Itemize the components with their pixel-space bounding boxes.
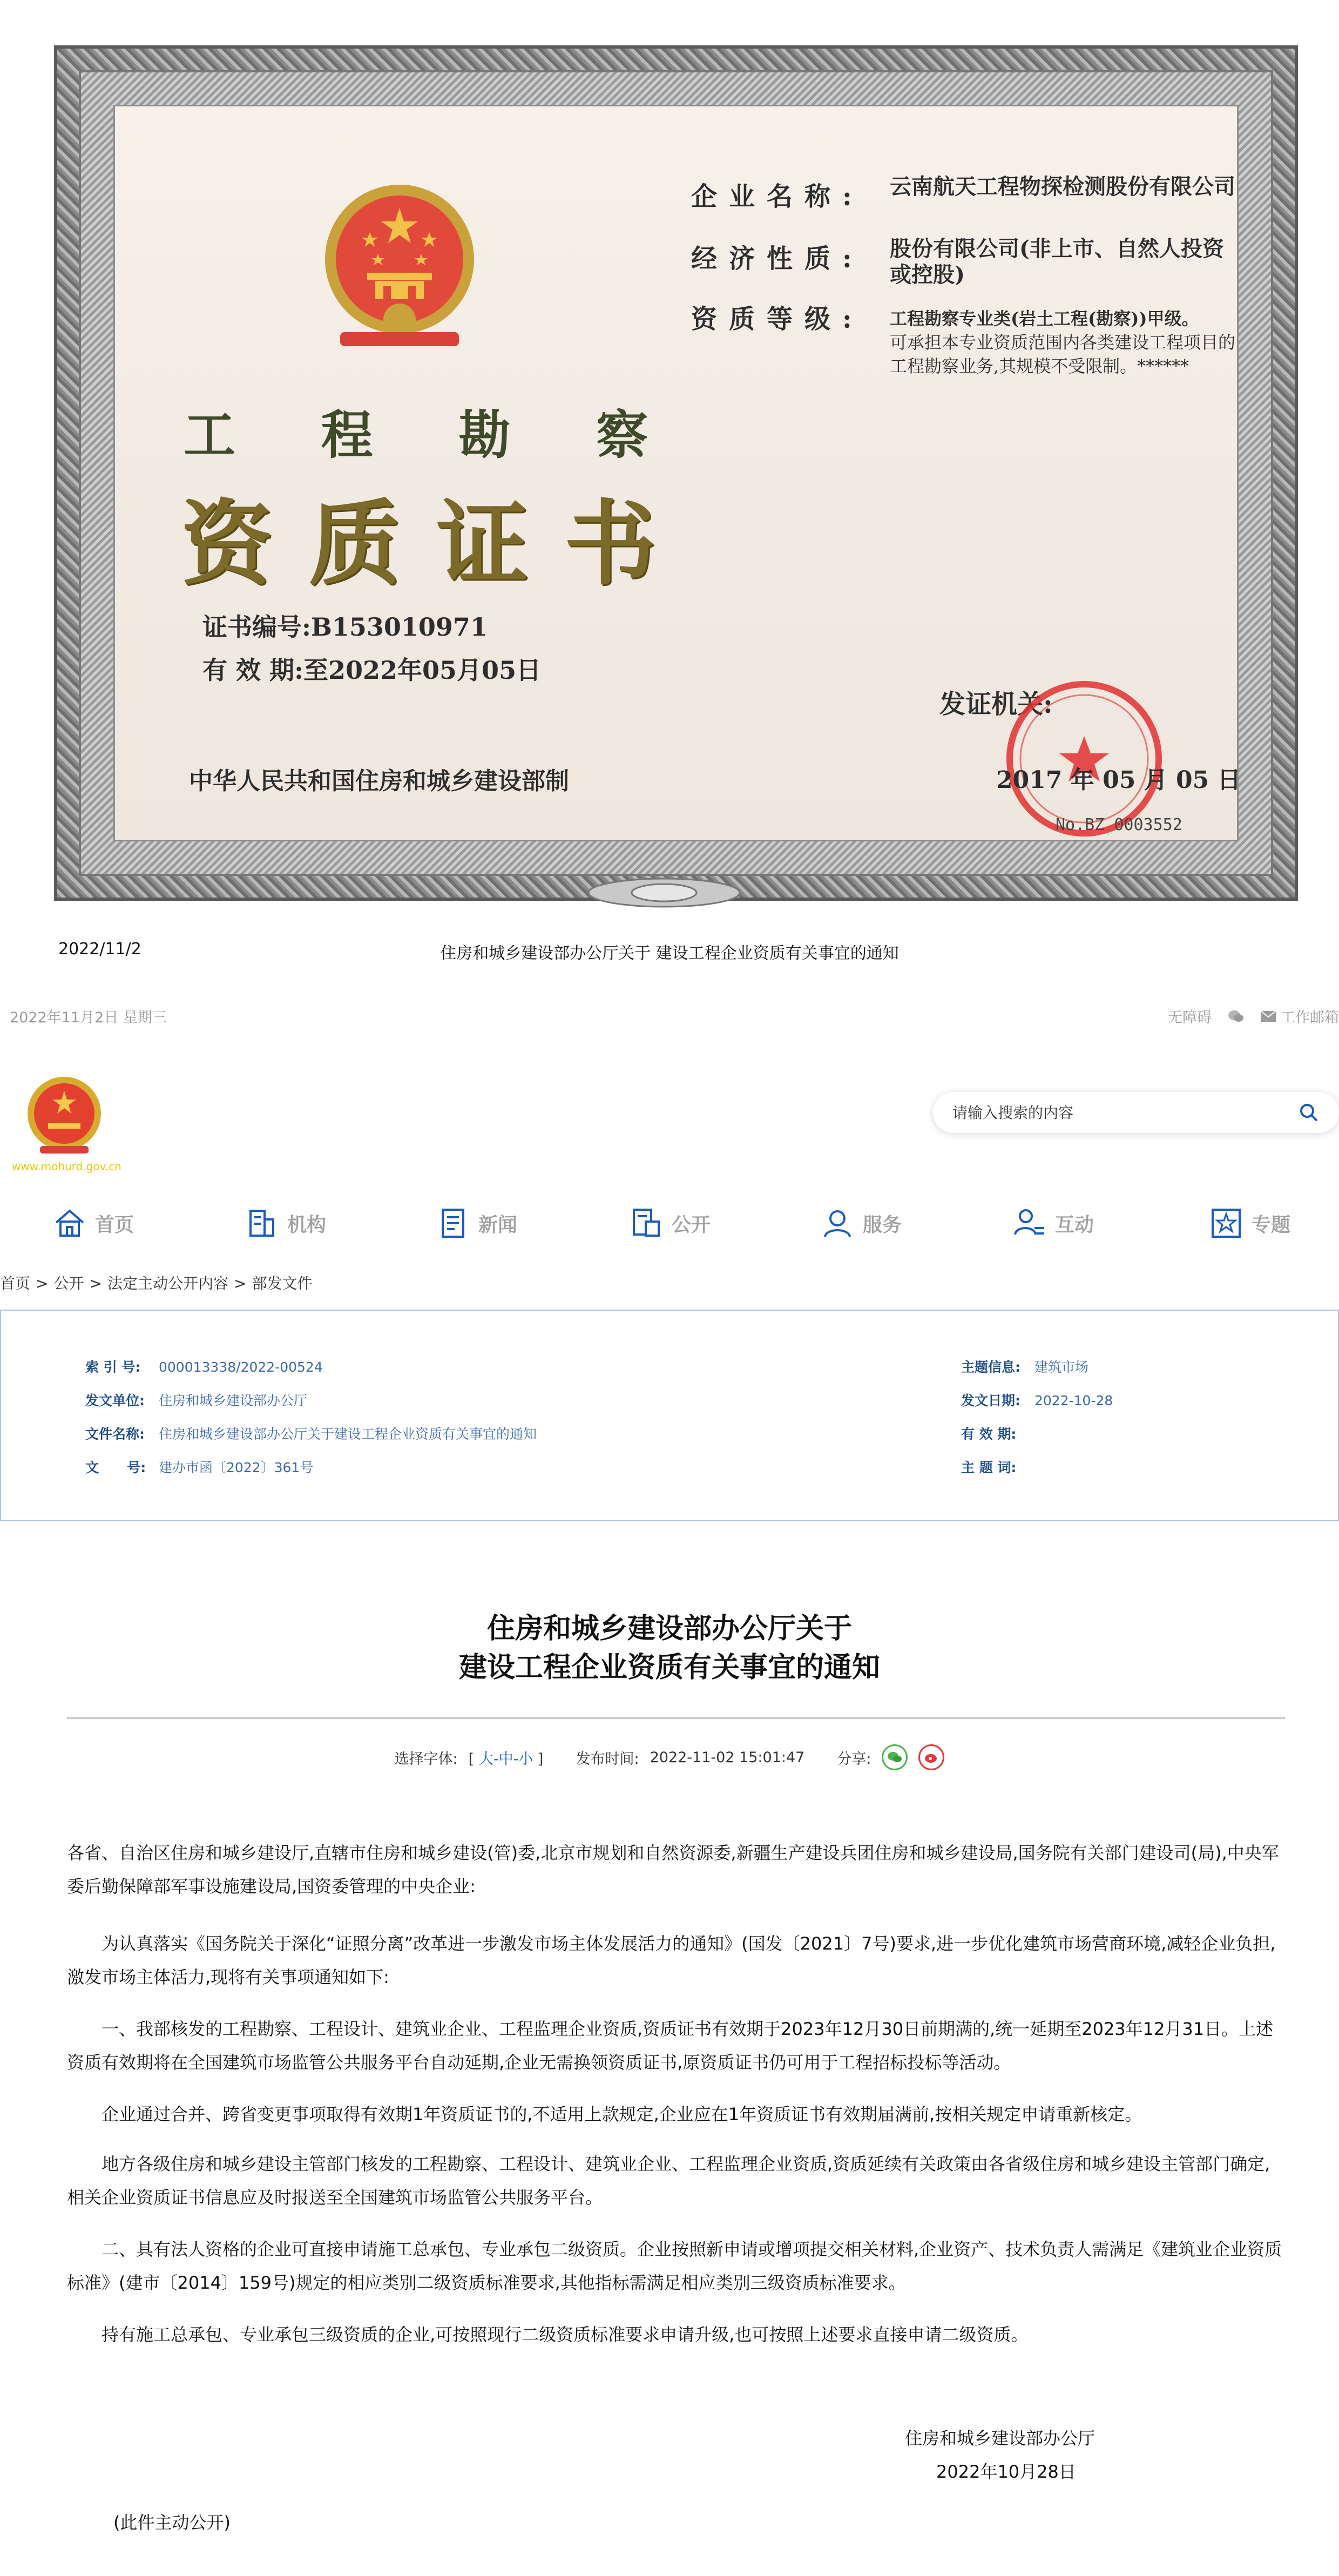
article-title <box>0 1609 1339 1687</box>
article-body <box>67 1836 1285 1903</box>
weibo-share-icon[interactable] <box>918 1744 944 1770</box>
meta-unit <box>85 1390 307 1410</box>
subtitle-char: 察 <box>596 404 648 466</box>
site-logo-emblem-icon[interactable] <box>24 1075 105 1156</box>
title-char: 质 <box>308 490 401 598</box>
main-nav <box>0 1199 1339 1247</box>
nav-label: 互动 <box>1055 1213 1094 1236</box>
article-body <box>67 2233 1285 2299</box>
scope-text: 可承担本专业资质范围内各类建设工程项目的工程勘察业务,其规模不受限制。****** <box>890 332 1236 376</box>
national-emblem-icon <box>319 178 481 356</box>
meta-key: 文 号: <box>85 1460 146 1475</box>
meta-key: 发文单位: <box>85 1393 145 1408</box>
signature-date: 2022年10月28日 <box>936 2462 1076 2482</box>
signature: 住房和城乡建设部办公厅 <box>905 2428 1095 2449</box>
search-box <box>933 1092 1339 1133</box>
building-icon <box>245 1206 279 1240</box>
mail-icon <box>1260 1010 1276 1022</box>
article-body <box>67 2318 1285 2351</box>
meta-key: 文件名称: <box>85 1426 145 1442</box>
nav-label: 机构 <box>287 1213 327 1236</box>
meta-keywords <box>961 1457 1034 1476</box>
wechat-share-icon[interactable] <box>882 1744 908 1770</box>
mail-label: 工作邮箱 <box>1281 1009 1339 1026</box>
accessibility-link[interactable] <box>1168 1006 1212 1027</box>
title-line: 建设工程企业资质有关事宜的通知 <box>458 1651 880 1684</box>
meta-value: 000013338/2022-00524 <box>159 1359 323 1375</box>
breadcrumb-separator: > <box>36 1274 49 1292</box>
nav-label: 首页 <box>95 1213 134 1236</box>
issuing-authority-label: 发证机关: <box>939 689 1053 719</box>
nav-interact[interactable] <box>1013 1199 1094 1247</box>
nav-service[interactable] <box>821 1199 902 1247</box>
title-char: 书 <box>564 490 656 598</box>
article-body <box>67 2147 1285 2214</box>
separator: - <box>513 1750 519 1768</box>
meta-date <box>961 1390 1113 1410</box>
paragraph: 二、具有法人资格的企业可直接申请施工总承包、专业承包二级资质。企业按照新申请或增项提交相关材料,企业资产、技术负责人需满足《建筑业企业资质标准》(建市〔2014〕159号)规定的相应类别二级资质标准要求,其他指标需满足相应类别三级资质标准要求。 <box>67 2239 1282 2293</box>
frame-ornament-icon <box>583 872 745 910</box>
font-size-label: 选择字体: <box>394 1750 458 1768</box>
separator: - <box>493 1750 499 1768</box>
meta-valid <box>961 1424 1034 1443</box>
font-small-link[interactable]: 小 <box>518 1750 533 1768</box>
home-icon <box>53 1206 86 1240</box>
certificate-title <box>181 470 656 602</box>
star-icon <box>1209 1206 1243 1240</box>
nav-label: 新闻 <box>478 1213 518 1236</box>
publish-time-label: 发布时间: <box>576 1750 639 1768</box>
title-char: 资 <box>181 490 273 598</box>
nav-label: 专题 <box>1252 1213 1291 1236</box>
paragraph: 地方各级住房和城乡建设主管部门核发的工程勘察、工程设计、建筑业企业、工程监理企业资质,资质延续有关政策由各省级住房和城乡建设主管部门确定,相关企业资质证书信息应及时报送至全国建筑市场监管公共服务平台。 <box>67 2154 1270 2208</box>
breadcrumb <box>0 1272 317 1293</box>
qualification-grade-value <box>890 307 1235 378</box>
meta-value: 建筑市场 <box>1034 1359 1089 1375</box>
site-url: www.mohurd.gov.cn <box>12 1160 121 1173</box>
grade-text: 工程勘察专业类(岩土工程(勘察))甲级。 <box>890 308 1199 329</box>
title-line: 住房和城乡建设部办公厅关于 <box>486 1613 852 1645</box>
font-size-switcher <box>469 1747 544 1768</box>
issue-date: 2017 年 05 月 05 日 <box>996 766 1241 794</box>
nav-public[interactable] <box>630 1199 711 1247</box>
document-metadata <box>0 1310 1339 1521</box>
economic-nature-label: 经济性质: <box>691 244 864 274</box>
service-icon <box>821 1206 854 1240</box>
article-tools <box>0 1744 1339 1770</box>
bracket: [ <box>468 1750 475 1768</box>
meta-value: 2022-10-28 <box>1034 1393 1113 1408</box>
paragraph: 为认真落实《国务院关于深化“证照分离”改革进一步激发市场主体发展活力的通知》(国发〔2021〕7号)要求,进一步优化建筑市场营商环境,减轻企业负担,激发市场主体活力,现将有关事项通知如下: <box>67 1933 1276 1987</box>
title-char: 证 <box>436 490 529 598</box>
certificate-number <box>202 608 488 643</box>
meta-filename <box>85 1424 537 1443</box>
nav-label: 服务 <box>863 1213 902 1236</box>
public-icon <box>630 1206 663 1240</box>
certificate-serial: No.BZ 0003552 <box>1056 815 1182 834</box>
search-icon[interactable] <box>1298 1102 1320 1123</box>
paragraph-salutation: 各省、自治区住房和城乡建设厅,直辖市住房和城乡建设(管)委,北京市规划和自然资源委,新疆生产建设兵团住房和城乡建设局,国务院有关部门建设司(局),中央军委后勤保障部军事设施建设局,国资委管理的中央企业: <box>67 1843 1279 1897</box>
search-input[interactable] <box>952 1104 1255 1122</box>
print-page-title: 住房和城乡建设部办公厅关于 建设工程企业资质有关事宜的通知 <box>440 944 899 963</box>
certificate-maker: 中华人民共和国住房和城乡建设部制 <box>189 767 569 795</box>
paragraph: 一、我部核发的工程勘察、工程设计、建筑业企业、工程监理企业资质,资质证书有效期于2023年12月30日前期满的,统一延期至2023年12月31日。上述资质有效期将在全国建筑市场监管公共服务平台自动延期,企业无需换领资质证书,原资质证书仍可用于工程招标投标等活动。 <box>67 2019 1274 2073</box>
company-name-label: 企业名称: <box>691 181 864 212</box>
valid-value: 至2022年05月05日 <box>303 656 542 685</box>
nav-home[interactable] <box>53 1199 134 1247</box>
interact-icon <box>1013 1206 1046 1240</box>
nav-special[interactable] <box>1209 1199 1290 1247</box>
meta-value: 建办市函〔2022〕361号 <box>159 1460 314 1475</box>
meta-doc-number <box>85 1457 313 1476</box>
wechat-icon[interactable] <box>1228 1009 1244 1023</box>
article-body <box>67 2012 1285 2079</box>
font-medium-link[interactable]: 中 <box>498 1750 513 1768</box>
meta-topic <box>961 1357 1088 1376</box>
top-links <box>1168 1006 1339 1027</box>
nav-label: 公开 <box>672 1213 711 1236</box>
font-large-link[interactable]: 大 <box>478 1750 493 1768</box>
print-date: 2022/11/2 <box>58 940 141 959</box>
qualification-grade-label: 资质等级: <box>691 304 864 334</box>
certificate-subtitle <box>184 394 648 468</box>
accessibility-label: 无障碍 <box>1168 1009 1212 1026</box>
breadcrumb-separator: > <box>89 1274 102 1292</box>
breadcrumb-home[interactable]: 首页 <box>0 1274 31 1292</box>
meta-key: 发文日期: <box>961 1393 1020 1408</box>
economic-nature-value: 股份有限公司(非上市、自然人投资或控股) <box>890 236 1224 287</box>
article-body <box>67 1927 1285 1994</box>
breadcrumb-legal[interactable]: 法定主动公开内容 <box>107 1274 228 1292</box>
breadcrumb-current[interactable]: 部发文件 <box>252 1274 313 1292</box>
subtitle-char: 工 <box>184 404 235 466</box>
bracket: ] <box>537 1750 544 1768</box>
nav-news[interactable] <box>436 1199 517 1247</box>
paragraph: 企业通过合并、跨省变更事项取得有效期1年资质证书的,不适用上款规定,企业应在1年资质证书有效期届满前,按相关规定申请重新核定。 <box>102 2104 1142 2125</box>
nav-organization[interactable] <box>245 1199 326 1247</box>
publication-note: (此件主动公开) <box>113 2512 231 2533</box>
cert-no-value: B153010971 <box>310 612 488 642</box>
news-icon <box>436 1206 470 1240</box>
meta-key: 主题信息: <box>961 1359 1020 1375</box>
valid-label: 有 效 期: <box>202 656 304 685</box>
subtitle-char: 勘 <box>458 404 511 466</box>
company-name-value: 云南航天工程物探检测股份有限公司 <box>890 174 1235 199</box>
title-divider <box>67 1717 1285 1719</box>
current-date: 2022年11月2日 星期三 <box>10 1009 167 1026</box>
mail-link[interactable] <box>1260 1006 1339 1027</box>
paragraph: 持有施工总承包、专业承包三级资质的企业,可按照现行二级资质标准要求申请升级,也可按照上述要求直接申请二级资质。 <box>102 2324 1029 2345</box>
meta-key: 有 效 期: <box>961 1426 1017 1442</box>
subtitle-char: 程 <box>321 404 373 466</box>
breadcrumb-public[interactable]: 公开 <box>53 1274 84 1292</box>
cert-no-label: 证书编号: <box>202 612 311 642</box>
share-label: 分享: <box>837 1750 871 1768</box>
breadcrumb-separator: > <box>233 1274 247 1292</box>
meta-value: 住房和城乡建设部办公厅 <box>159 1393 308 1408</box>
meta-index <box>85 1357 323 1376</box>
meta-value: 住房和城乡建设部办公厅关于建设工程企业资质有关事宜的通知 <box>159 1426 537 1442</box>
meta-key: 索 引 号: <box>85 1359 141 1375</box>
meta-key: 主 题 词: <box>961 1460 1017 1475</box>
article-body <box>67 2098 1285 2131</box>
certificate-validity <box>202 651 541 686</box>
publish-time: 2022-11-02 15:01:47 <box>650 1749 805 1766</box>
